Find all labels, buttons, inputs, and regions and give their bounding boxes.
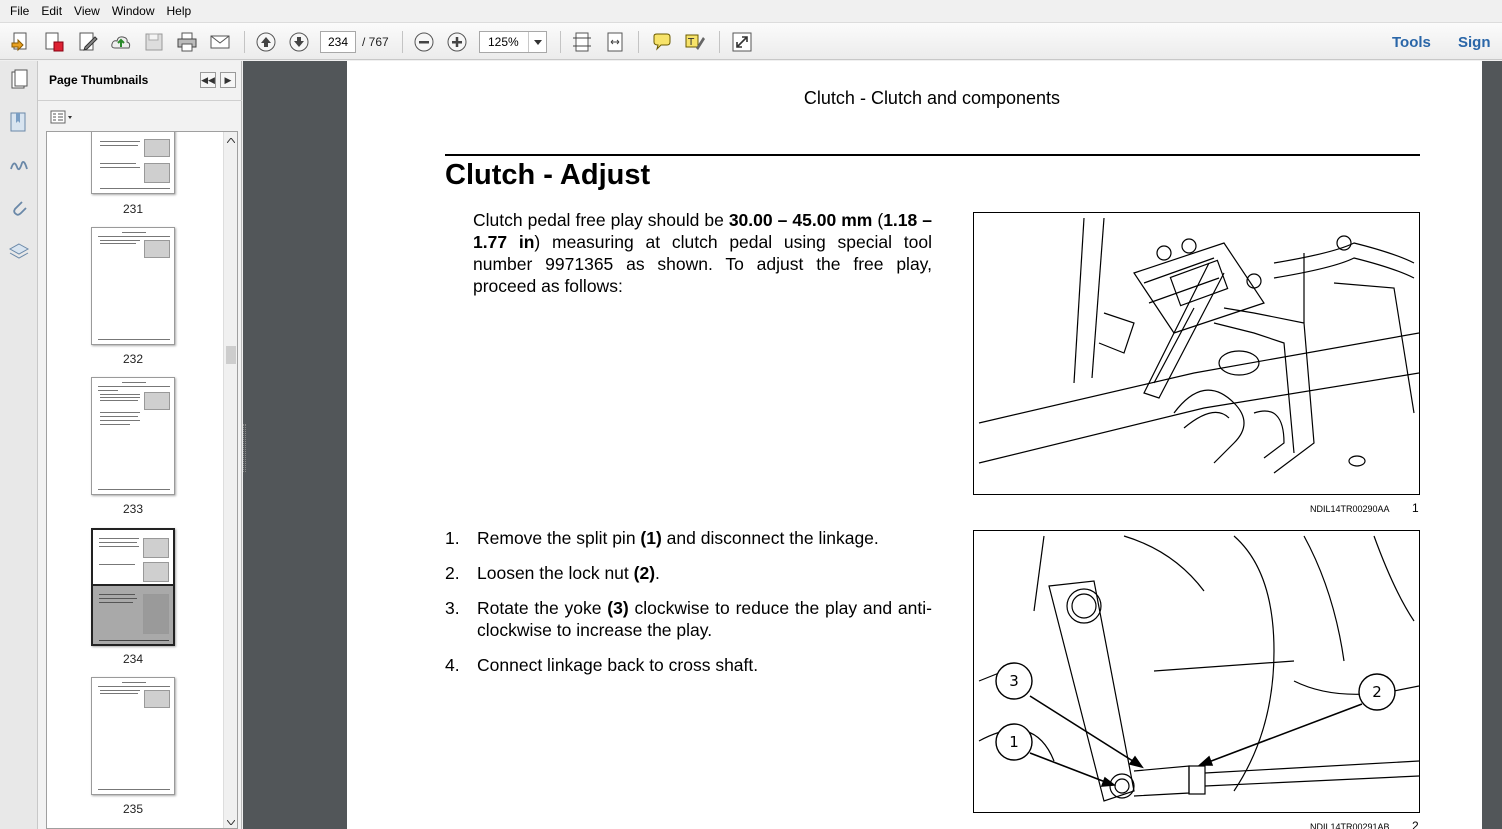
header-rule <box>445 154 1420 156</box>
navigation-rail <box>0 61 38 829</box>
zoom-select[interactable] <box>479 31 547 53</box>
page-thumbnail[interactable] <box>91 677 175 795</box>
zoom-out-icon[interactable] <box>411 29 437 55</box>
fullscreen-icon[interactable] <box>729 29 755 55</box>
toolbar <box>0 22 1502 60</box>
page-thumbnails-icon[interactable] <box>6 67 32 93</box>
section-title: Clutch - Adjust <box>445 159 651 191</box>
panel-splitter[interactable] <box>243 424 246 472</box>
toolbar-separator <box>638 31 639 53</box>
next-page-icon[interactable] <box>286 29 312 55</box>
tools-button[interactable]: Tools <box>1392 34 1431 51</box>
page-thumbnail-selected[interactable] <box>91 528 175 646</box>
page-total: / 767 <box>362 35 389 49</box>
figure-reference: NDIL14TR00290AA <box>1310 504 1390 514</box>
layers-icon[interactable] <box>6 239 32 265</box>
page-number-input[interactable] <box>320 31 356 53</box>
sign-button[interactable]: Sign <box>1458 34 1491 51</box>
attachments-icon[interactable] <box>6 195 32 221</box>
figure-number: 2 <box>1412 819 1419 829</box>
edit-pdf-icon[interactable] <box>75 29 101 55</box>
callout-label: 1 <box>1009 733 1019 751</box>
page-thumbnail[interactable] <box>91 131 175 194</box>
toolbar-separator <box>719 31 720 53</box>
running-header: Clutch - Clutch and components <box>803 88 1061 108</box>
page-thumbnail[interactable] <box>91 377 175 495</box>
print-icon[interactable] <box>174 29 200 55</box>
collapse-panel-icon[interactable]: ◀◀ <box>200 72 216 88</box>
step-item: 3. Rotate the yoke (3) clockwise to reduce the play and anti-clockwise to increase the play. <box>445 598 932 640</box>
thumbnail-scrollbar[interactable] <box>223 132 237 828</box>
fit-width-icon[interactable] <box>602 29 628 55</box>
prev-page-icon[interactable] <box>253 29 279 55</box>
panel-title: Page Thumbnails <box>49 73 149 87</box>
callout-label: 2 <box>1372 683 1382 701</box>
panel-arrow-icon[interactable]: ▶ <box>220 72 236 88</box>
toolbar-separator <box>402 31 403 53</box>
thumbnail-page-label: 235 <box>122 802 144 816</box>
thumbnails-panel <box>38 61 242 829</box>
pdf-page <box>347 61 1482 829</box>
fit-page-icon[interactable] <box>569 29 595 55</box>
thumbnail-page-label: 232 <box>122 352 144 366</box>
figure-number: 1 <box>1412 501 1419 515</box>
thumbnails-header <box>38 61 242 101</box>
email-icon[interactable] <box>207 29 233 55</box>
toolbar-separator <box>560 31 561 53</box>
upload-cloud-icon[interactable] <box>108 29 134 55</box>
thumbnail-options-button[interactable] <box>50 109 76 125</box>
highlight-icon[interactable] <box>682 29 708 55</box>
save-icon[interactable] <box>141 29 167 55</box>
thumbnail-page-label: 231 <box>122 202 144 216</box>
clutch-pedal-drawing <box>974 213 1419 494</box>
menu-bar <box>0 0 1502 22</box>
document-viewer[interactable] <box>243 61 1502 829</box>
scroll-down-icon[interactable] <box>227 820 235 825</box>
menu-window[interactable]: Window <box>111 4 155 18</box>
svg-text:T: T <box>688 37 695 48</box>
menu-help[interactable]: Help <box>166 4 192 18</box>
create-pdf-icon[interactable] <box>8 29 34 55</box>
comment-icon[interactable] <box>649 29 675 55</box>
callout-label: 3 <box>1009 672 1019 690</box>
toolbar-separator <box>244 31 245 53</box>
bookmarks-icon[interactable] <box>6 109 32 135</box>
page-thumbnail[interactable] <box>91 227 175 345</box>
zoom-in-icon[interactable] <box>444 29 470 55</box>
thumbnail-page-label: 233 <box>122 502 144 516</box>
zoom-value: 125% <box>488 35 519 49</box>
scrollbar-thumb[interactable] <box>226 346 236 364</box>
procedure-steps <box>445 527 932 689</box>
signatures-icon[interactable] <box>6 153 32 179</box>
step-item: 1. Remove the split pin (1) and disconnect the linkage. <box>445 528 879 548</box>
clutch-linkage-drawing <box>974 531 1419 812</box>
menu-view[interactable]: View <box>74 4 100 18</box>
chevron-down-icon[interactable] <box>528 32 546 52</box>
menu-file[interactable]: File <box>10 4 30 18</box>
menu-edit[interactable]: Edit <box>41 4 63 18</box>
figure-clutch-pedal-tool <box>973 212 1420 495</box>
thumbnail-page-label: 234 <box>122 652 144 666</box>
export-pdf-icon[interactable] <box>41 29 67 55</box>
figure-reference: NDIL14TR00291AB <box>1310 822 1390 829</box>
step-item: 4. Connect linkage back to cross shaft. <box>445 655 759 675</box>
step-item: 2. Loosen the lock nut (2). <box>445 563 660 583</box>
scroll-up-icon[interactable] <box>227 138 235 143</box>
intro-paragraph: Clutch pedal free play should be 30.00 – 45.00 mm (1.18 – 1.77 in) measuring at clutch pedal using special tool number 9971365 as shown. To adjust the free play, proceed as follows: <box>473 210 932 296</box>
thumbnail-list <box>46 131 238 829</box>
figure-clutch-linkage <box>973 530 1420 813</box>
